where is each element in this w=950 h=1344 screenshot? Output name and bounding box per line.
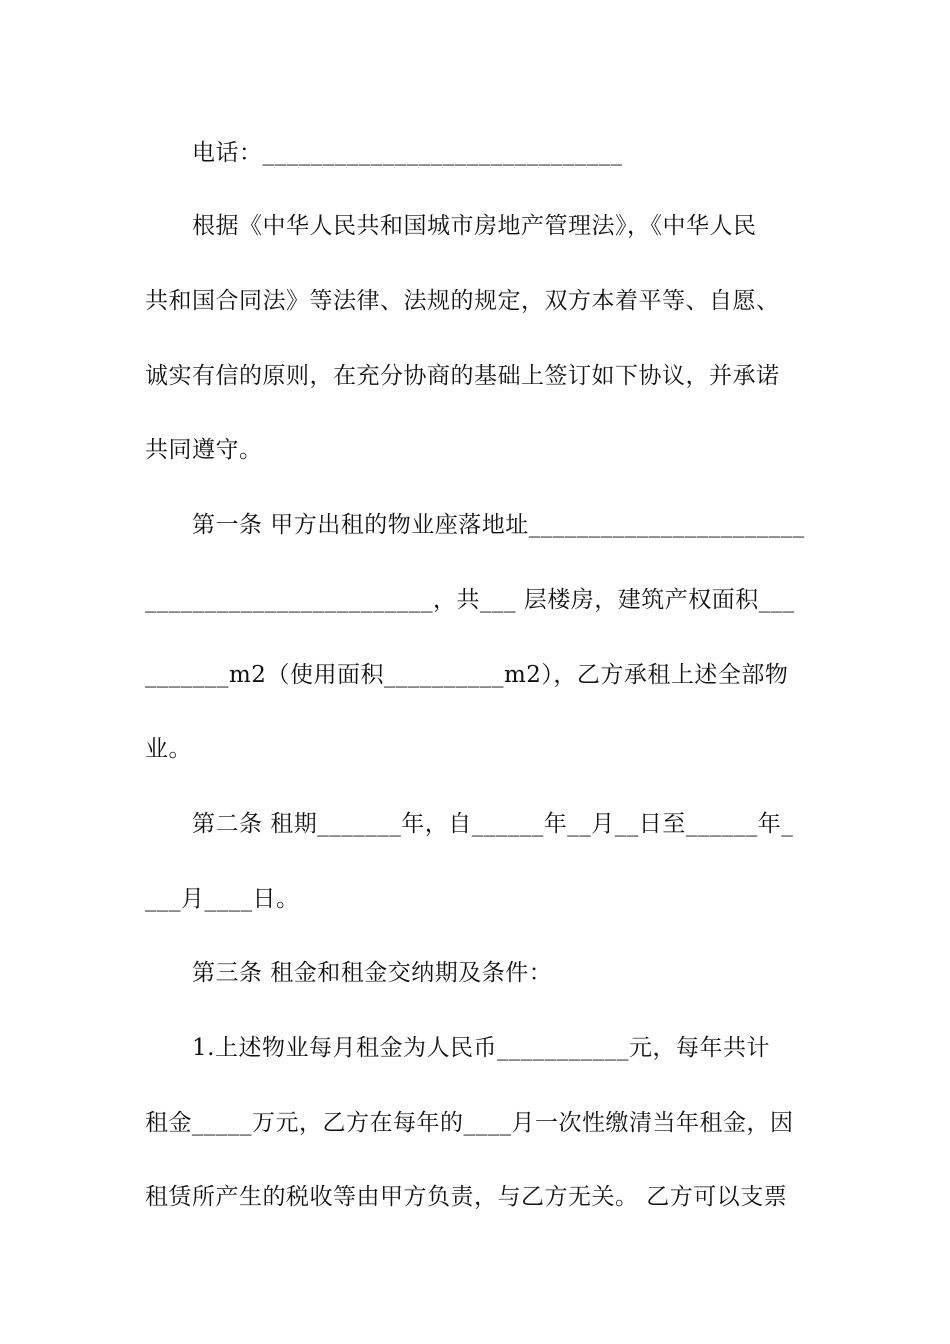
article-1-line-4: 业。 bbox=[145, 736, 192, 762]
article-2-line-1: 第二条 租期_______年，自______年__月__日至______年_ bbox=[192, 811, 794, 837]
phone-line: 电话：______________________________ bbox=[192, 140, 623, 166]
article-3-item-1-line-3: 租赁所产生的税收等由甲方负责，与乙方无关。 乙方可以支票 bbox=[145, 1184, 788, 1210]
article-3-item-1-line-2: 租金_____万元，乙方在每年的____月一次性缴清当年租金，因 bbox=[145, 1110, 794, 1136]
article-1-line-1: 第一条 甲方出租的物业座落地址_______________________ bbox=[192, 512, 805, 538]
article-1-line-2: ________________________，共___ 层楼房，建筑产权面积___ bbox=[145, 587, 795, 613]
preamble-line-1: 根据《中华人民共和国城市房地产管理法》，《中华人民 bbox=[192, 213, 757, 239]
article-3-item-1-line-1: 1.上述物业每月租金为人民币___________元，每年共计 bbox=[192, 1035, 770, 1061]
article-2-line-2: ___月____日。 bbox=[145, 886, 300, 912]
preamble-line-3: 诚实有信的原则，在充分协商的基础上签订如下协议，并承诺 bbox=[145, 363, 780, 389]
article-1-line-3: _______m2（使用面积__________m2），乙方承租上述全部物 bbox=[145, 662, 789, 688]
preamble-line-2: 共和国合同法》等法律、法规的规定，双方本着平等、自愿、 bbox=[145, 288, 780, 314]
preamble-line-4: 共同遵守。 bbox=[145, 437, 263, 463]
article-3-heading: 第三条 租金和租金交纳期及条件： bbox=[192, 960, 553, 986]
